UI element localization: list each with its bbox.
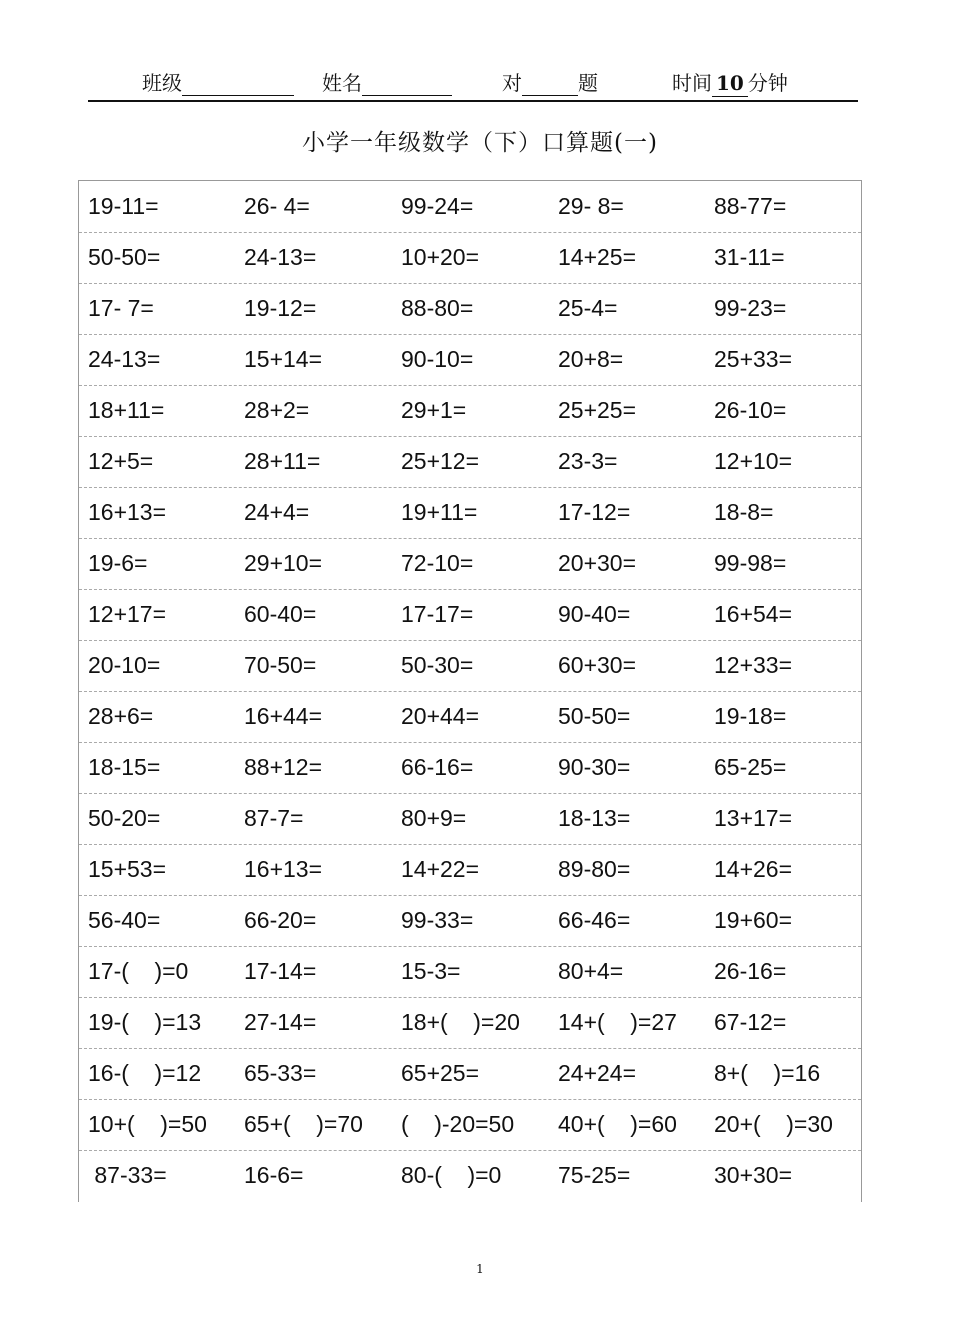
problem-cell: 67-12=	[714, 1009, 787, 1035]
problem-cell: 18-13=	[558, 805, 631, 831]
name-blank[interactable]	[362, 73, 452, 96]
problem-cell: 65-33=	[244, 1060, 317, 1086]
problem-cell: 28+2=	[244, 397, 310, 423]
problem-row	[79, 1048, 861, 1100]
problem-cell: 13+17=	[714, 805, 793, 831]
problem-cell: 20+30=	[558, 550, 637, 576]
problem-cell: 20+44=	[401, 703, 480, 729]
problem-cell: 20-10=	[88, 652, 161, 678]
problem-cell: 15+14=	[244, 346, 323, 372]
problem-cell: 19-12=	[244, 295, 317, 321]
problem-row	[79, 538, 861, 590]
problem-row	[79, 334, 861, 386]
problem-cell: 26- 4=	[244, 193, 310, 219]
problem-cell: 24+24=	[558, 1060, 637, 1086]
problem-cell: 99-33=	[401, 907, 474, 933]
correct-field	[502, 70, 598, 96]
problem-cell: 88-77=	[714, 193, 787, 219]
problem-cell: 17-12=	[558, 499, 631, 525]
problem-cell: 24+4=	[244, 499, 310, 525]
problem-cell: 25+25=	[558, 397, 637, 423]
problem-cell: 50-50=	[88, 244, 161, 270]
problem-row	[79, 181, 861, 233]
problem-cell: 14+25=	[558, 244, 637, 270]
problem-cell: 29+10=	[244, 550, 323, 576]
problem-cell: ( )-20=50	[401, 1111, 515, 1137]
problem-row	[79, 742, 861, 794]
problem-row	[79, 283, 861, 335]
problem-cell: 65-25=	[714, 754, 787, 780]
worksheet-title: 小学一年级数学（下）口算题(一)	[302, 130, 658, 156]
problem-cell: 50-50=	[558, 703, 631, 729]
problem-row	[79, 691, 861, 743]
problem-cell: 25+12=	[401, 448, 480, 474]
problem-row	[79, 793, 861, 845]
problem-cell: 17-( )=0	[88, 958, 189, 984]
question-label: 题	[578, 71, 598, 95]
problem-row	[79, 640, 861, 692]
problem-cell: 28+6=	[88, 703, 154, 729]
problem-cell: 29- 8=	[558, 193, 624, 219]
problem-cell: 88-80=	[401, 295, 474, 321]
problem-cell: 17- 7=	[88, 295, 154, 321]
problem-cell: 16-6=	[244, 1162, 304, 1188]
problem-cell: 26-16=	[714, 958, 787, 984]
problem-row	[79, 844, 861, 896]
problem-cell: 19-6=	[88, 550, 148, 576]
problem-cell: 50-20=	[88, 805, 161, 831]
problem-cell: 88+12=	[244, 754, 323, 780]
problem-row	[79, 946, 861, 998]
problem-cell: 23-3=	[558, 448, 618, 474]
problem-cell: 17-17=	[401, 601, 474, 627]
problem-cell: 65+( )=70	[244, 1111, 363, 1137]
problem-cell: 60-40=	[244, 601, 317, 627]
problem-cell: 90-10=	[401, 346, 474, 372]
problem-cell: 12+33=	[714, 652, 793, 678]
problem-cell: 80-( )=0	[401, 1162, 502, 1188]
problem-cell: 19-18=	[714, 703, 787, 729]
problem-cell: 20+( )=30	[714, 1111, 833, 1137]
problem-cell: 99-24=	[401, 193, 474, 219]
problem-cell: 19-( )=13	[88, 1009, 202, 1035]
problem-cell: 10+20=	[401, 244, 480, 270]
class-blank[interactable]	[182, 73, 294, 96]
correct-blank[interactable]	[522, 73, 578, 96]
problem-cell: 87-33=	[88, 1162, 167, 1188]
problem-row	[79, 895, 861, 947]
problem-cell: 19+60=	[714, 907, 793, 933]
problem-cell: 66-16=	[401, 754, 474, 780]
problem-cell: 25-4=	[558, 295, 618, 321]
problem-cell: 18+11=	[88, 397, 165, 423]
problem-cell: 19-11=	[88, 193, 159, 219]
problem-cell: 12+17=	[88, 601, 167, 627]
problem-row	[79, 1150, 861, 1201]
problem-cell: 50-30=	[401, 652, 474, 678]
problem-cell: 20+8=	[558, 346, 624, 372]
problem-cell: 99-98=	[714, 550, 787, 576]
problem-cell: 66-20=	[244, 907, 317, 933]
problem-cell: 80+4=	[558, 958, 624, 984]
problem-cell: 89-80=	[558, 856, 631, 882]
problem-cell: 56-40=	[88, 907, 161, 933]
problem-cell: 14+( )=27	[558, 1009, 677, 1035]
problem-cell: 31-11=	[714, 244, 785, 270]
problem-cell: 70-50=	[244, 652, 317, 678]
problem-cell: 16+13=	[88, 499, 167, 525]
problem-cell: 19+11=	[401, 499, 478, 525]
problem-cell: 24-13=	[244, 244, 317, 270]
problem-cell: 40+( )=60	[558, 1111, 677, 1137]
problem-row	[79, 232, 861, 284]
problem-cell: 14+22=	[401, 856, 480, 882]
time-unit: 分钟	[747, 71, 788, 95]
problem-cell: 18-8=	[714, 499, 774, 525]
problem-row	[79, 1099, 861, 1151]
problem-cell: 16+13=	[244, 856, 323, 882]
problem-cell: 72-10=	[401, 550, 474, 576]
problem-row	[79, 385, 861, 437]
problem-cell: 65+25=	[401, 1060, 480, 1086]
correct-label: 对	[502, 71, 522, 95]
class-label: 班级	[142, 71, 182, 95]
name-label: 姓名	[322, 71, 362, 95]
problem-cell: 60+30=	[558, 652, 637, 678]
problem-cell: 8+( )=16	[714, 1060, 821, 1086]
problem-cell: 99-23=	[714, 295, 787, 321]
problem-cell: 90-40=	[558, 601, 631, 627]
problem-cell: 29+1=	[401, 397, 467, 423]
problem-cell: 26-10=	[714, 397, 787, 423]
problem-cell: 30+30=	[714, 1162, 793, 1188]
problem-cell: 18-15=	[88, 754, 161, 780]
problem-cell: 15+53=	[88, 856, 167, 882]
problem-row	[79, 487, 861, 539]
problem-cell: 16-( )=12	[88, 1060, 202, 1086]
problem-cell: 87-7=	[244, 805, 304, 831]
problem-cell: 15-3=	[401, 958, 461, 984]
problem-cell: 90-30=	[558, 754, 631, 780]
problem-cell: 25+33=	[714, 346, 793, 372]
problem-row	[79, 436, 861, 488]
problem-cell: 80+9=	[401, 805, 467, 831]
problem-row	[79, 997, 861, 1049]
problem-cell: 75-25=	[558, 1162, 631, 1188]
problem-cell: 14+26=	[714, 856, 793, 882]
class-field	[142, 70, 294, 96]
problem-cell: 17-14=	[244, 958, 317, 984]
problem-cell: 16+44=	[244, 703, 323, 729]
problem-grid	[78, 180, 862, 1202]
problem-cell: 28+11=	[244, 448, 321, 474]
problem-cell: 66-46=	[558, 907, 631, 933]
problem-cell: 12+10=	[714, 448, 793, 474]
problem-cell: 16+54=	[714, 601, 793, 627]
name-field	[322, 70, 452, 96]
problem-cell: 27-14=	[244, 1009, 317, 1035]
header-bar	[88, 66, 858, 102]
problem-cell: 18+( )=20	[401, 1009, 520, 1035]
problem-row	[79, 589, 861, 641]
problem-cell: 12+5=	[88, 448, 154, 474]
problem-cell: 10+( )=50	[88, 1111, 207, 1137]
page-number: 1	[476, 1262, 484, 1276]
time-value: 10	[712, 70, 748, 97]
problem-cell: 24-13=	[88, 346, 161, 372]
time-field	[672, 70, 788, 97]
time-label: 时间	[672, 71, 712, 95]
